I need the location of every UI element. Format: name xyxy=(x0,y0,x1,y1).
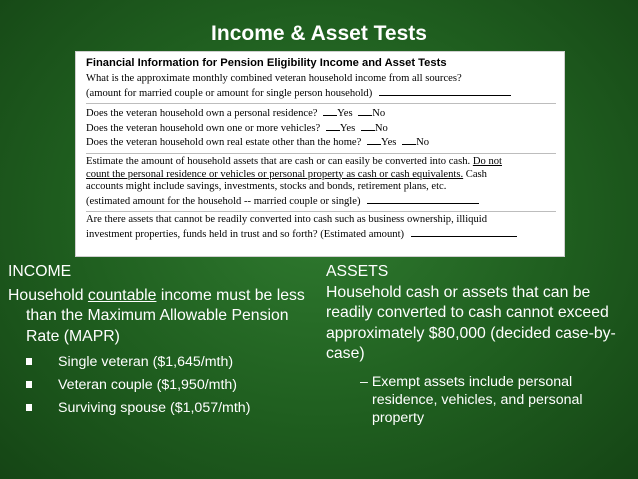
q5-cash: Cash xyxy=(465,168,487,180)
assets-heading: ASSETS xyxy=(326,263,389,280)
form-income-question xyxy=(86,73,556,103)
q5-line1 xyxy=(86,156,556,169)
q1-line2 xyxy=(86,86,556,101)
illiquid-assets-blank xyxy=(411,227,517,237)
income-text-before: Household xyxy=(8,286,88,304)
q5-line2 xyxy=(86,169,556,182)
assets-column xyxy=(326,262,632,427)
q1-line1: What is the approximate monthly combined veteran household income from all sources? xyxy=(86,73,462,84)
q2-yes-blank xyxy=(323,106,337,116)
assets-exempt-note: – Exempt assets include personal residence, vehicles, and personal property xyxy=(360,373,583,426)
mapr-veteran-couple: Veteran couple ($1,950/mth) xyxy=(58,377,238,393)
q5-intro: Estimate the amount of household assets that are cash or can easily be converted into cash. xyxy=(86,155,471,167)
q5-underlined-b: count the personal residence or vehicles or personal property as cash or cash equivalents. xyxy=(86,168,464,180)
q2-text: Does the veteran household own a personal residence? xyxy=(86,108,318,120)
q5-line3: accounts might include savings, investments, stocks and bonds, retirement plans, etc. xyxy=(86,181,447,193)
form-liquid-assets-question xyxy=(86,153,556,211)
q3-no-blank xyxy=(361,121,375,131)
liquid-assets-blank xyxy=(367,194,479,204)
q1-line2-text: (amount for married couple or amount for single person household) xyxy=(86,87,373,99)
q4-row xyxy=(86,135,556,150)
q4-text: Does the veteran household own real estate other than the home? xyxy=(86,137,362,149)
income-text-countable: countable xyxy=(87,286,157,304)
list-item xyxy=(8,374,313,397)
q4-yes-label: Yes xyxy=(381,137,397,149)
q4-no-label: No xyxy=(416,137,430,149)
q6-line2-text: investment properties, funds held in trust and so forth? (Estimated amount) xyxy=(86,228,405,240)
mapr-single-veteran: Single veteran ($1,645/mth) xyxy=(58,354,234,370)
square-bullet-icon xyxy=(26,404,32,411)
q5-underlined-a: Do not xyxy=(472,155,502,167)
assets-text: Household cash or assets that can be readily converted to cash cannot exceed approximately $80,000 (decided case-by-case) xyxy=(326,283,616,362)
q5-line4-text: (estimated amount for the household -- married couple or single) xyxy=(86,195,361,207)
square-bullet-icon xyxy=(26,358,32,365)
q3-yes-blank xyxy=(326,121,340,131)
q4-yes-blank xyxy=(367,135,381,145)
q6-line1: Are there assets that cannot be readily converted into cash such as business ownership, illiquid xyxy=(86,214,487,226)
q3-text: Does the veteran household own one or more vehicles? xyxy=(86,122,321,134)
form-heading: Financial Information for Pension Eligibility Income and Asset Tests xyxy=(86,57,447,69)
q2-no-blank xyxy=(358,106,372,116)
q3-yes-label: Yes xyxy=(339,122,356,134)
form-illiquid-assets-question xyxy=(86,211,556,244)
list-item xyxy=(8,351,313,374)
mapr-surviving-spouse: Surviving spouse ($1,057/mth) xyxy=(58,400,251,416)
q3-row xyxy=(86,121,556,136)
list-item xyxy=(8,397,313,420)
income-column xyxy=(8,262,313,420)
q2-no-label: No xyxy=(372,108,386,120)
income-amount-blank xyxy=(379,86,511,96)
q2-yes-label: Yes xyxy=(337,108,353,120)
income-heading: INCOME xyxy=(8,263,72,280)
q3-no-label: No xyxy=(374,122,388,134)
q2-row xyxy=(86,106,556,121)
financial-information-form xyxy=(75,51,565,257)
square-bullet-icon xyxy=(26,381,32,388)
q6-line2 xyxy=(86,227,556,242)
q4-no-blank xyxy=(402,135,416,145)
form-ownership-questions xyxy=(86,103,556,153)
q5-line4 xyxy=(86,194,556,209)
slide-title: Income & Asset Tests xyxy=(211,22,427,45)
income-text-after: income must be less than the Maximum Allowable Pension Rate (MAPR) xyxy=(26,286,305,345)
mapr-rate-list xyxy=(8,351,313,420)
income-text xyxy=(8,286,313,348)
